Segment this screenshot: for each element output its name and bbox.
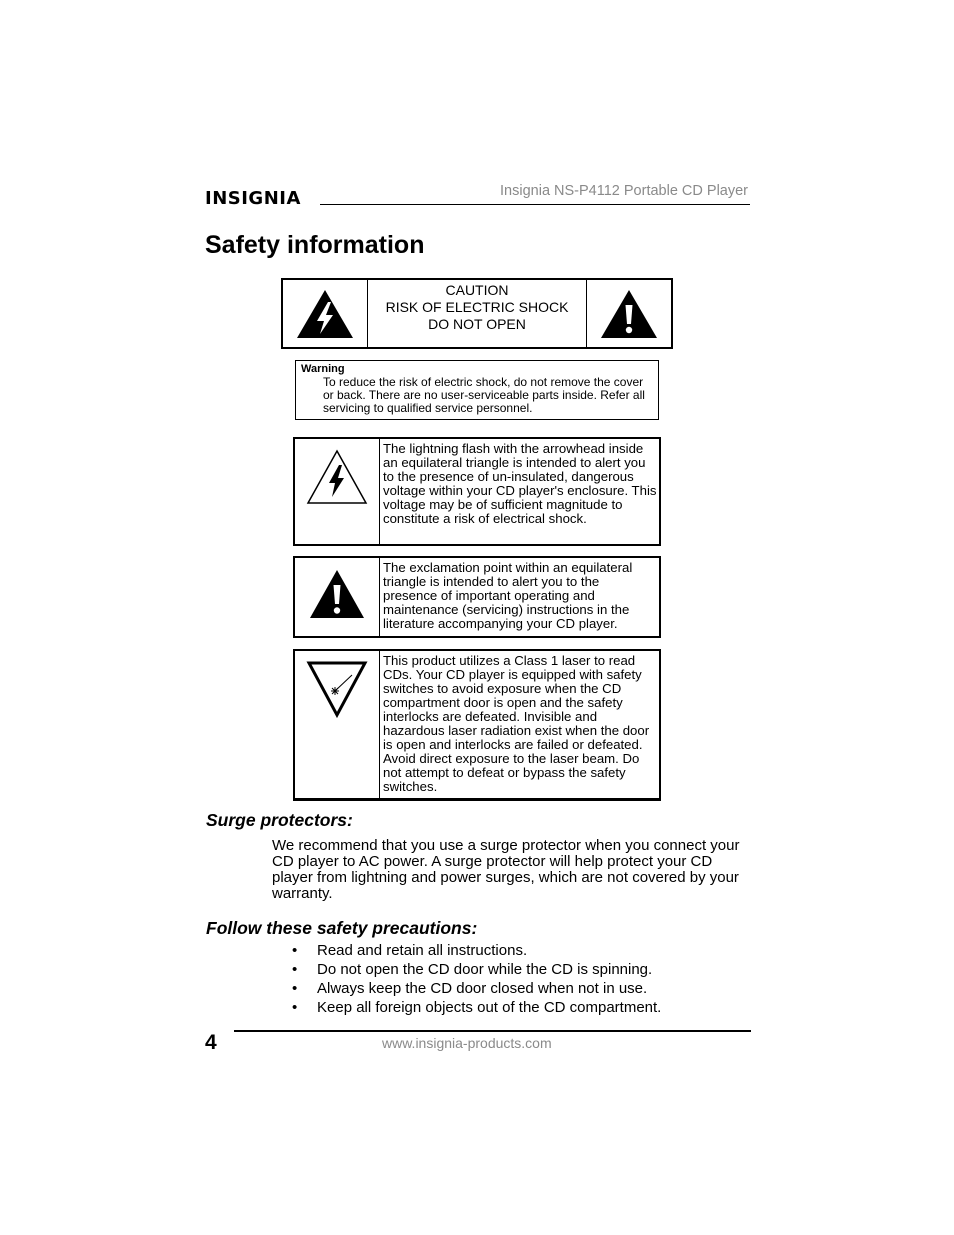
precautions-list xyxy=(292,941,661,1017)
exclamation-symbol-cell xyxy=(295,558,380,636)
exclamation-symbol-box xyxy=(293,556,661,638)
exclamation-warning-icon xyxy=(599,288,659,340)
caution-line1: CAUTION xyxy=(445,282,509,298)
lightning-symbol-box xyxy=(293,437,661,546)
header-product-title: Insignia NS-P4112 Portable CD Player xyxy=(500,183,748,199)
list-item-text: Do not open the CD door while the CD is spinning. xyxy=(317,961,653,978)
laser-symbol-box xyxy=(293,649,661,801)
list-item-text: Read and retain all instructions. xyxy=(317,942,528,959)
header-divider xyxy=(320,204,750,205)
caution-line2: RISK OF ELECTRIC SHOCK xyxy=(385,299,569,315)
caution-label-box xyxy=(281,278,673,349)
precautions-heading: Follow these safety precautions: xyxy=(206,918,478,938)
caution-exclamation-cell xyxy=(586,280,671,347)
bullet-icon: • xyxy=(292,999,298,1016)
page-title: Safety information xyxy=(205,231,425,259)
laser-triangle-icon xyxy=(306,659,368,719)
caution-line3: DO NOT OPEN xyxy=(428,316,526,332)
warning-label: Warning xyxy=(301,363,345,375)
bullet-icon: • xyxy=(292,980,298,997)
insignia-logo xyxy=(205,182,317,212)
bullet-icon: • xyxy=(292,961,298,978)
laser-symbol-cell xyxy=(295,651,380,798)
caution-text xyxy=(368,280,586,347)
lightning-triangle-icon xyxy=(304,447,370,513)
footer-url: www.insignia-products.com xyxy=(382,1035,552,1051)
surge-paragraph: We recommend that you use a surge protector when you connect your CD player to AC power. A surge protector will help protect your CD player from lightning and power surges, which are not covered by your warranty. xyxy=(272,837,740,902)
list-item xyxy=(292,998,661,1017)
lightning-symbol-text: The lightning flash with the arrowhead inside an equilateral triangle is intended to alert you to the presence of un-insulated, dangerous voltage within your CD player's enclosure. This voltage may be of sufficient magnitude to constitute a risk of electrical shock. xyxy=(383,441,657,526)
list-item xyxy=(292,960,661,979)
laser-symbol-text: This product utilizes a Class 1 laser to read CDs. Your CD player is equipped with safety switches to avoid exposure when the CD compartment door is open and the safety interlocks are defeated. Invisible and hazardous laser radiation exist when the door is open and interlocks are failed or defeated. Avoid direct exposure to the laser beam. Do not attempt to defeat or bypass the safety switches. xyxy=(383,653,650,794)
caution-lightning-cell xyxy=(283,280,368,347)
bullet-icon: • xyxy=(292,942,298,959)
surge-heading: Surge protectors: xyxy=(206,810,353,830)
logo-text: INSIGNIA xyxy=(205,188,301,209)
exclamation-triangle-icon xyxy=(308,568,366,620)
page-number: 4 xyxy=(205,1031,217,1054)
exclamation-symbol-text: The exclamation point within an equilateral triangle is intended to alert you to the presence of important operating and maintenance (servicing) instructions in the literature accompanying your CD player. xyxy=(383,560,633,631)
lightning-symbol-cell xyxy=(295,439,380,544)
warning-text: To reduce the risk of electric shock, do not remove the cover or back. There are no user-serviceable parts inside. Refer all servicing to qualified service personnel. xyxy=(323,375,645,415)
lightning-warning-icon xyxy=(295,288,355,340)
list-item xyxy=(292,979,661,998)
list-item xyxy=(292,941,661,960)
list-item-text: Keep all foreign objects out of the CD compartment. xyxy=(317,999,662,1016)
list-item-text: Always keep the CD door closed when not in use. xyxy=(317,980,648,997)
warning-box xyxy=(295,360,659,420)
footer-divider xyxy=(234,1030,751,1032)
